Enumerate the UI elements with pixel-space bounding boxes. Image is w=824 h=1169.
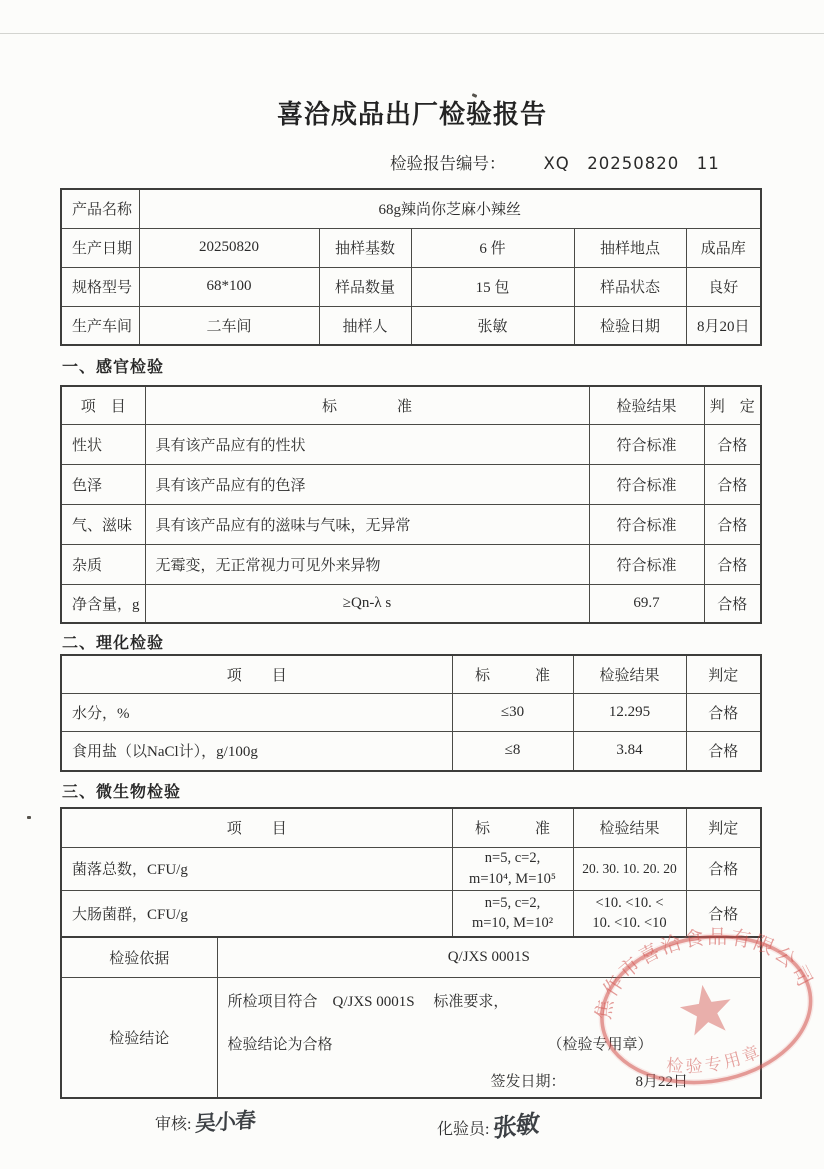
physchem-header-judge: 判定 [686,655,761,693]
report-number-value: XQ 20250820 11 [543,154,720,173]
scan-artifact-speck [27,816,31,819]
info-value-sample-qty: 15 包 [411,267,574,306]
standard-line2: m=10⁴, M=10⁵ [469,870,556,887]
item-cell: 大肠菌群，CFU/g [61,890,452,937]
info-value-production-date: 20250820 [139,228,319,267]
standard-cell [452,847,573,890]
sensory-table [60,385,762,624]
standard-cell: 具有该产品应有的滋味与气味，无异常 [145,504,589,544]
micro-header-standard: 标 准 [452,808,573,847]
judgement-cell: 合格 [704,504,761,544]
judgement-cell: 合格 [704,544,761,584]
judgement-cell: 合格 [704,464,761,504]
result-line2: 10. <10. <10 [592,915,667,932]
stamp-type-text: 检验专用章 [665,1041,766,1078]
item-cell: 食用盐（以NaCl计），g/100g [61,731,452,771]
info-value-inspect-date: 8月20日 [686,306,761,345]
physchem-header-standard: 标 准 [452,655,573,693]
tester-label: 化验员: [437,1121,490,1138]
micro-header-result: 检验结果 [573,808,686,847]
item-cell: 菌落总数，CFU/g [61,847,452,890]
micro-header-judge: 判定 [686,808,761,847]
info-value-sample-base: 6 件 [411,228,574,267]
table-row [61,584,761,623]
table-row [61,424,761,464]
result-cell: 12.295 [573,693,686,731]
physchem-table [60,654,762,772]
standard-line1: n=5, c=2, [484,849,541,866]
sensory-header-result: 检验结果 [589,386,704,424]
result-cell: 符合标准 [589,544,704,584]
item-cell: 性状 [61,424,145,464]
standard-line2: m=10, M=10² [471,915,554,932]
basis-value: Q/JXS 0001S [217,937,761,977]
company-stamp [579,891,824,1137]
table-row [61,464,761,504]
result-cell: 69.7 [589,584,704,623]
info-label-sample-place: 抽样地点 [574,228,686,267]
tester-signature-name: 张敏 [492,1109,540,1144]
sensory-header-judge: 判 定 [704,386,761,424]
section-heading-sensory: 一、感官检验 [62,359,165,376]
judgement-cell: 合格 [704,584,761,623]
table-row [61,847,761,890]
reviewer-signature [155,1106,255,1136]
judgement-cell: 合格 [686,693,761,731]
result-cell: 20. 30. 10. 20. 20 [573,847,686,890]
result-cell: 符合标准 [589,504,704,544]
result-cell: 符合标准 [589,464,704,504]
sensory-header-item: 项 目 [61,386,145,424]
standard-cell: 具有该产品应有的性状 [145,424,589,464]
issue-date-value: 8月22日 [635,1073,689,1090]
judgement-cell: 合格 [686,731,761,771]
seal-note: （检验专用章） [547,1036,653,1053]
standard-cell: ≥Qn-λ s [145,584,589,623]
info-value-sample-place: 成品库 [686,228,761,267]
info-label-inspect-date: 检验日期 [574,306,686,345]
section-heading-micro: 三、微生物检验 [62,784,182,801]
judgement-cell: 合格 [686,890,761,937]
section-heading-physchem: 二、理化检验 [62,635,165,652]
item-cell: 色泽 [61,464,145,504]
item-cell: 水分，% [61,693,452,731]
table-row [61,544,761,584]
item-cell: 净含量，g [61,584,145,623]
info-value-product: 68g辣尚你芝麻小辣丝 [139,189,761,228]
item-cell: 气、滋味 [61,504,145,544]
table-row [61,731,761,771]
page-title: 喜洽成品出厂检验报告 [276,100,547,130]
info-label-sample-base: 抽样基数 [319,228,411,267]
report-number [390,150,720,174]
judgement-cell: 合格 [704,424,761,464]
result-line1: <10. <10. < [595,894,664,911]
sensory-header-standard: 标 准 [145,386,589,424]
conclusion-line1: 所检项目符合 Q/JXS 0001S 标准要求， [227,993,509,1010]
micro-header-item: 项 目 [61,808,452,847]
product-info-table [60,188,762,346]
info-label-workshop: 生产车间 [61,306,139,345]
info-label-production-date: 生产日期 [61,228,139,267]
tester-signature [437,1106,540,1144]
star-icon [677,981,735,1037]
table-row [61,504,761,544]
stamp-company-text: 焦作市喜洽食品有限公司 [590,924,819,1022]
result-cell: 3.84 [573,731,686,771]
reviewer-label: 审核: [155,1116,192,1133]
basis-label: 检验依据 [61,937,217,977]
reviewer-signature-name: 吴小春 [195,1107,256,1137]
info-value-spec: 68*100 [139,267,319,306]
svg-text:检验专用章 [662,1040,766,1083]
item-cell: 杂质 [61,544,145,584]
info-value-workshop: 二车间 [139,306,319,345]
report-number-label: 检验报告编号： [390,154,506,173]
standard-cell: ≤30 [452,693,573,731]
standard-cell: ≤8 [452,731,573,771]
standard-cell: 具有该产品应有的色泽 [145,464,589,504]
physchem-header-result: 检验结果 [573,655,686,693]
standard-cell [452,890,573,937]
issue-date-label: 签发日期： [490,1073,566,1090]
judgement-cell: 合格 [686,847,761,890]
standard-line1: n=5, c=2, [484,894,541,911]
info-label-product: 产品名称 [61,189,139,228]
scan-artifact-line [0,33,824,34]
conclusion-line2: 检验结论为合格 [227,1036,333,1053]
info-value-sample-state: 良好 [686,267,761,306]
table-row [61,693,761,731]
result-cell: 符合标准 [589,424,704,464]
physchem-header-item: 项 目 [61,655,452,693]
standard-cell: 无霉变，无正常视力可见外来异物 [145,544,589,584]
info-label-sampler: 抽样人 [319,306,411,345]
info-label-sample-qty: 样品数量 [319,267,411,306]
info-label-spec: 规格型号 [61,267,139,306]
info-label-sample-state: 样品状态 [574,267,686,306]
conclusion-label: 检验结论 [61,977,217,1098]
info-value-sampler: 张敏 [411,306,574,345]
